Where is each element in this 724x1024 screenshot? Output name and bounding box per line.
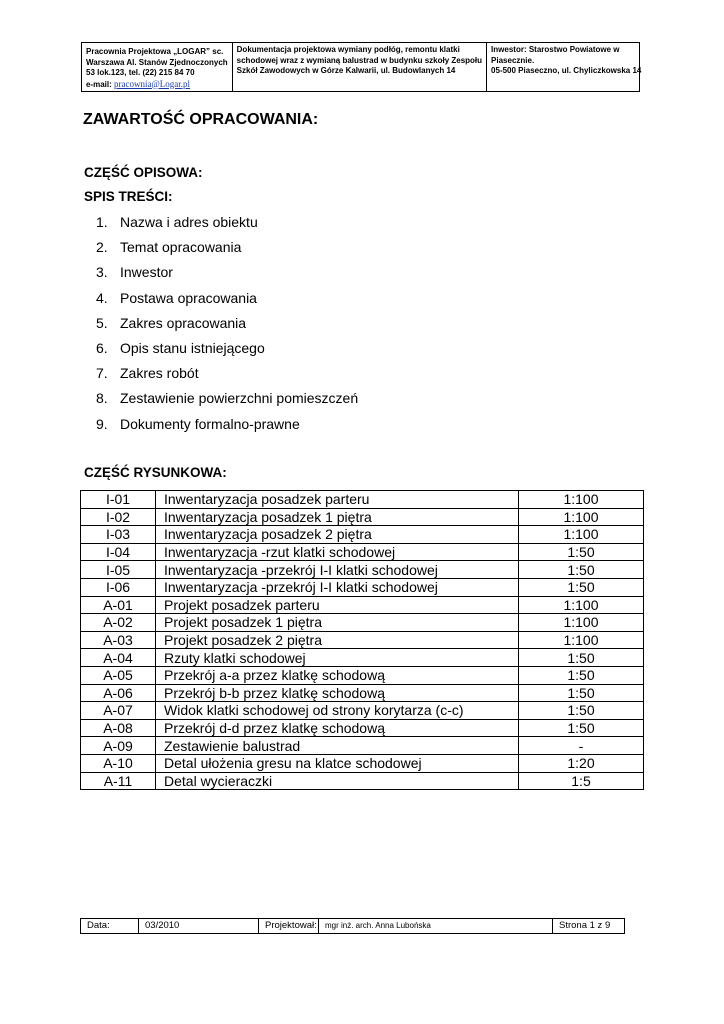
drawing-scale: 1:50 [519, 666, 644, 684]
table-row [81, 719, 644, 737]
drawing-scale: 1:20 [519, 754, 644, 772]
toc-item-number: 6. [96, 339, 108, 356]
drawing-name: Przekrój d-d przez klatkę schodową [156, 719, 519, 737]
toc-item-number: 1. [96, 214, 108, 230]
drawing-scale: 1:100 [519, 614, 644, 632]
drawing-name: Inwentaryzacja -przekrój I-I klatki schodowej [156, 578, 519, 596]
drawing-name: Projekt posadzek 2 piętra [156, 631, 519, 649]
drawing-scale: - [519, 737, 644, 755]
toc-item-number: 3. [96, 264, 108, 281]
designer-name: mgr inż. arch. Anna Lubońska [319, 919, 553, 933]
document-footer [80, 918, 625, 934]
drawing-code: A-04 [81, 649, 156, 667]
table-of-contents [96, 212, 358, 439]
toc-item-text: Postawa opracowania [120, 289, 257, 306]
drawing-name: Inwentaryzacja -przekrój I-I klatki schodowej [156, 561, 519, 579]
toc-item-text: Zakres robót [120, 365, 199, 382]
drawing-scale: 1:100 [519, 631, 644, 649]
drawing-code: I-05 [81, 561, 156, 579]
drawing-name: Inwentaryzacja -rzut klatki schodowej [156, 543, 519, 561]
table-row [81, 649, 644, 667]
drawing-code: A-11 [81, 772, 156, 790]
drawing-code: I-03 [81, 526, 156, 544]
toc-item-text: Zestawienie powierzchni pomieszczeń [120, 390, 359, 407]
toc-item [96, 338, 358, 363]
investor-line-1: Inwestor: Starostwo Powiatowe w [491, 45, 620, 54]
drawing-scale: 1:50 [519, 702, 644, 720]
drawing-name: Rzuty klatki schodowej [156, 649, 519, 667]
table-row [81, 526, 644, 544]
company-info [82, 43, 233, 91]
toc-item-text: Nazwa i adres obiektu [120, 214, 258, 230]
drawing-name: Zestawienie balustrad [156, 737, 519, 755]
table-row [81, 614, 644, 632]
investor-line-2: Piasecznie. [491, 55, 535, 65]
page-number: Strona 1 z 9 [559, 920, 611, 931]
drawing-name: Widok klatki schodowej od strony korytarza (c-c) [156, 702, 519, 720]
toc-item-text: Temat opracowania [120, 239, 242, 256]
document-header [81, 42, 640, 92]
toc-heading: SPIS TREŚCI: [84, 189, 173, 204]
drawing-scale: 1:100 [519, 596, 644, 614]
drawing-name: Projekt posadzek parteru [156, 596, 519, 614]
descriptive-part-heading: CZĘŚĆ OPISOWA: [84, 165, 203, 180]
drawing-code: A-09 [81, 737, 156, 755]
project-description-line-2: schodowej wraz z wymianą balustrad w budynku szkoły Zespołu [236, 55, 483, 65]
table-row [81, 631, 644, 649]
drawing-scale: 1:100 [519, 526, 644, 544]
drawing-code: I-01 [81, 491, 156, 509]
table-row [81, 702, 644, 720]
drawings-part-heading: CZĘŚĆ RYSUNKOWA: [84, 465, 227, 480]
date-label: Data: [81, 919, 139, 933]
table-row [81, 596, 644, 614]
drawing-code: A-02 [81, 614, 156, 632]
drawing-scale: 1:50 [519, 649, 644, 667]
toc-item [96, 363, 358, 388]
drawing-code: I-02 [81, 508, 156, 526]
investor-info [487, 43, 645, 91]
table-row [81, 666, 644, 684]
page-title: ZAWARTOŚĆ OPRACOWANIA: [83, 111, 319, 128]
drawing-scale: 1:50 [519, 719, 644, 737]
drawing-name: Inwentaryzacja posadzek parteru [156, 491, 519, 509]
drawing-scale: 1:50 [519, 561, 644, 579]
drawing-scale: 1:100 [519, 491, 644, 509]
drawing-code: A-05 [81, 666, 156, 684]
project-description [233, 43, 487, 91]
project-description-line-1: Dokumentacja projektowa wymiany podłóg, remontu klatki [236, 45, 460, 54]
drawing-name: Przekrój b-b przez klatkę schodową [156, 684, 519, 702]
designer-label: Projektował: [259, 919, 319, 933]
toc-item-text: Dokumenty formalno-prawne [120, 415, 300, 432]
drawing-name: Detal wycieraczki [156, 772, 519, 790]
drawings-table [80, 490, 644, 790]
drawing-code: I-04 [81, 543, 156, 561]
investor-line-3: 05-500 Piaseczno, ul. Chyliczkowska 14 [491, 66, 642, 75]
drawing-code: A-01 [81, 596, 156, 614]
table-row [81, 684, 644, 702]
toc-item-number: 5. [96, 314, 108, 331]
drawing-code: A-10 [81, 754, 156, 772]
toc-item [96, 288, 358, 313]
table-row [81, 508, 644, 526]
toc-item [96, 388, 358, 413]
drawing-code: A-08 [81, 719, 156, 737]
drawing-name: Inwentaryzacja posadzek 2 piętra [156, 526, 519, 544]
toc-item-text: Inwestor [120, 264, 173, 281]
table-row [81, 737, 644, 755]
table-row [81, 543, 644, 561]
toc-item-number: 8. [96, 390, 108, 407]
toc-item-number: 7. [96, 365, 108, 382]
drawing-code: I-06 [81, 578, 156, 596]
company-address-line-1: Warszawa Al. Stanów Zjednoczonych [86, 57, 228, 67]
table-row [81, 772, 644, 790]
drawing-code: A-03 [81, 631, 156, 649]
toc-item [96, 237, 358, 262]
table-row [81, 561, 644, 579]
email-link[interactable]: pracownia@Logar.pl [114, 78, 191, 89]
table-row [81, 754, 644, 772]
project-description-line-3: Szkół Zawodowych w Górze Kalwarii, ul. Budowlanych 14 [236, 66, 456, 75]
toc-item [96, 212, 358, 237]
toc-item-number: 2. [96, 239, 108, 256]
company-name: Pracownia Projektowa „LOGAR” sc. [86, 47, 224, 56]
drawing-name: Inwentaryzacja posadzek 1 piętra [156, 508, 519, 526]
toc-item [96, 262, 358, 287]
drawing-code: A-06 [81, 684, 156, 702]
drawing-name: Projekt posadzek 1 piętra [156, 614, 519, 632]
toc-item-text: Opis stanu istniejącego [120, 339, 265, 356]
drawing-scale: 1:50 [519, 578, 644, 596]
toc-item-number: 9. [96, 415, 108, 432]
date-value: 03/2010 [139, 919, 259, 933]
drawing-scale: 1:100 [519, 508, 644, 526]
drawing-scale: 1:50 [519, 543, 644, 561]
toc-item-number: 4. [96, 289, 108, 306]
email-label: e-mail: [86, 79, 112, 89]
table-row [81, 578, 644, 596]
drawing-name: Przekrój a-a przez klatkę schodową [156, 666, 519, 684]
drawing-scale: 1:50 [519, 684, 644, 702]
drawing-name: Detal ułożenia gresu na klatce schodowej [156, 754, 519, 772]
drawing-scale: 1:5 [519, 772, 644, 790]
company-address-line-2: 53 lok.123, tel. (22) 215 84 70 [86, 68, 195, 77]
table-row [81, 491, 644, 509]
toc-item-text: Zakres opracowania [120, 314, 247, 331]
drawing-code: A-07 [81, 702, 156, 720]
toc-item [96, 313, 358, 338]
toc-item [96, 414, 358, 439]
